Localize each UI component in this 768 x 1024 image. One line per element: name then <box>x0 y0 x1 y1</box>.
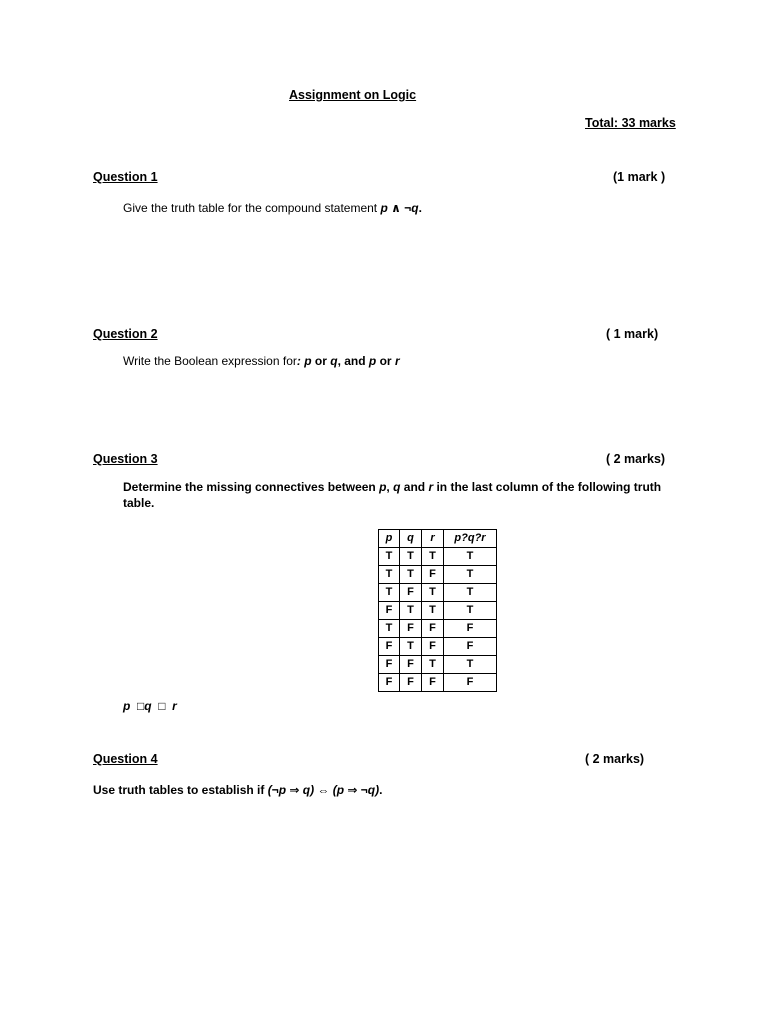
truth-table-cell: F <box>379 656 400 674</box>
truth-table-row <box>379 584 497 602</box>
question-2-marks: ( 1 mark) <box>606 327 659 341</box>
q2-expr-1a: p <box>304 354 312 368</box>
question-3-marks: ( 2 marks) <box>606 452 666 466</box>
q3-and: and <box>400 480 429 494</box>
truth-table-cell: T <box>444 584 497 602</box>
question-2-text <box>123 354 400 368</box>
question-3-heading: Question 3 <box>93 452 158 466</box>
q3-var-r: r <box>428 480 434 494</box>
truth-table-cell: T <box>379 548 400 566</box>
q2-expr-1b: q <box>330 354 338 368</box>
truth-table-cell: T <box>444 656 497 674</box>
question-1-text <box>123 201 422 215</box>
truth-table-cell: F <box>400 656 422 674</box>
truth-table-row <box>379 656 497 674</box>
truth-table-cell: F <box>444 638 497 656</box>
truth-table-cell: F <box>422 674 444 692</box>
truth-table-cell: F <box>444 674 497 692</box>
q2-expr-2a: p <box>368 354 377 368</box>
truth-table-cell: F <box>400 620 422 638</box>
truth-table-row <box>379 566 497 584</box>
truth-table-cell: T <box>444 566 497 584</box>
truth-table-cell: T <box>400 548 422 566</box>
q3-var-p: p <box>379 480 387 494</box>
truth-table-cell: F <box>400 584 422 602</box>
document-title: Assignment on Logic <box>289 88 417 102</box>
q3-text-2: in the last column of the following truth table. <box>123 480 662 510</box>
truth-table-cell: F <box>422 638 444 656</box>
truth-table-body <box>379 548 497 692</box>
truth-table-header-p: p <box>379 530 400 548</box>
question-3-text <box>123 479 663 511</box>
q1-text-prefix: Give the truth table for the compound statement <box>123 201 381 215</box>
truth-table-cell: F <box>422 620 444 638</box>
truth-table-header-r: r <box>422 530 444 548</box>
q4-text-suffix: . <box>379 783 383 797</box>
question-3-answer-template: p □q □ r <box>123 699 177 713</box>
q1-statement: p ∧ ¬q <box>380 201 419 215</box>
truth-table-row <box>379 638 497 656</box>
question-4-marks: ( 2 marks) <box>585 752 645 766</box>
question-1-heading: Question 1 <box>93 170 158 184</box>
truth-table-row <box>379 602 497 620</box>
truth-table-row <box>379 674 497 692</box>
truth-table-cell: T <box>379 620 400 638</box>
truth-table-cell: T <box>422 584 444 602</box>
truth-table-cell: F <box>444 620 497 638</box>
truth-table-cell: T <box>444 548 497 566</box>
truth-table-header-row <box>379 530 497 548</box>
truth-table-cell: F <box>379 602 400 620</box>
truth-table-cell: T <box>422 656 444 674</box>
q2-expr-1op: or <box>311 354 331 368</box>
truth-table-row <box>379 548 497 566</box>
q1-text-suffix: . <box>418 201 422 215</box>
truth-table-cell: T <box>422 548 444 566</box>
question-4-text <box>93 783 382 797</box>
truth-table-cell: T <box>400 638 422 656</box>
q2-text-prefix: Write the Boolean expression for <box>123 354 297 368</box>
question-2-heading: Question 2 <box>93 327 158 341</box>
q2-expr-2op: or <box>376 354 395 368</box>
truth-table-cell: T <box>379 584 400 602</box>
truth-table-cell: F <box>400 674 422 692</box>
truth-table <box>378 529 497 692</box>
q4-text-prefix: Use truth tables to establish if <box>93 783 268 797</box>
truth-table-cell: T <box>379 566 400 584</box>
truth-table-header-result: p?q?r <box>444 530 497 548</box>
q2-expr-2b: r <box>394 354 400 368</box>
total-marks: Total: 33 marks <box>585 116 676 130</box>
question-4-heading: Question 4 <box>93 752 158 766</box>
q2-colon: : <box>296 354 301 368</box>
q4-expression: (¬p ⇒ q) ⇔ (p ⇒ ¬q) <box>267 783 380 797</box>
truth-table-row <box>379 620 497 638</box>
truth-table-cell: F <box>422 566 444 584</box>
truth-table-header-q: q <box>400 530 422 548</box>
truth-table-cell: T <box>422 602 444 620</box>
truth-table-cell: F <box>379 638 400 656</box>
truth-table-cell: T <box>400 602 422 620</box>
question-1-marks: (1 mark ) <box>613 170 666 184</box>
q2-expr-sep: , and <box>337 354 369 368</box>
truth-table-cell: T <box>400 566 422 584</box>
truth-table-cell: F <box>379 674 400 692</box>
truth-table-cell: T <box>444 602 497 620</box>
q3-var-q: q <box>393 480 401 494</box>
q3-comma: , <box>386 480 394 494</box>
q3-text-1: Determine the missing connectives between <box>123 480 380 494</box>
